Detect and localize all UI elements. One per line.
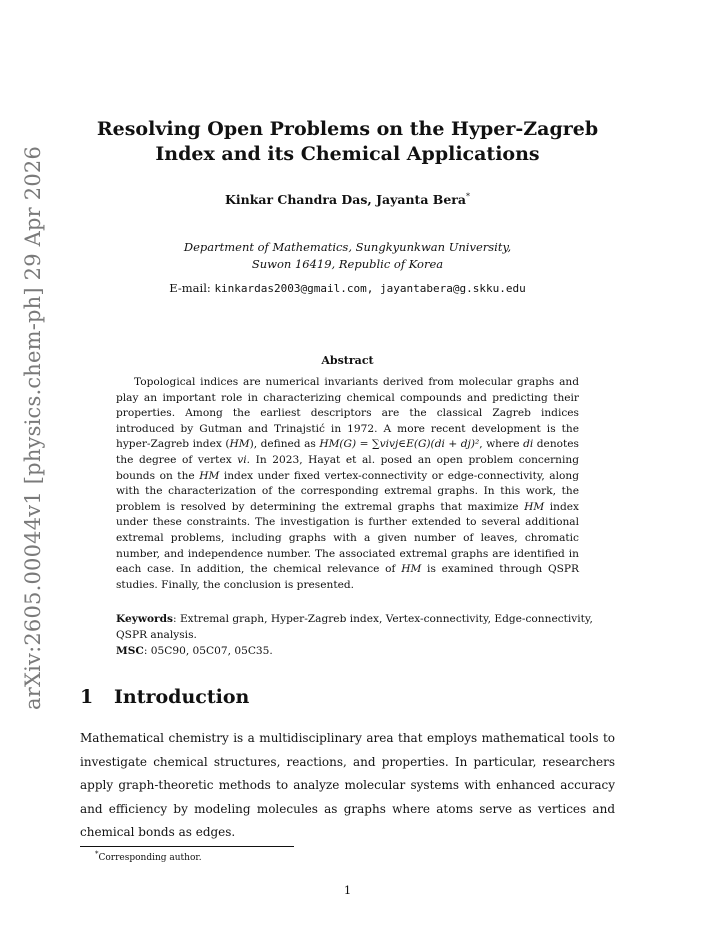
math-hm: HM [229,438,250,451]
arxiv-identifier-stamp: arXiv:2605.00044v1 [physics.chem-ph] 29 Apr 2026 [21,145,45,711]
section-title: Introduction [114,686,250,708]
title-line-2: Index and its Chemical Applications [155,143,540,165]
abstract-segment: . In 2023, Hayat et al. posed an open problem concerning bounds on the [116,453,579,482]
math-hm: HM [524,500,545,513]
math-di: di [523,438,534,451]
section-heading-introduction [80,686,249,708]
abstract-segment: denotes the degree of vertex [116,438,579,466]
footnote-divider [80,846,294,847]
affiliation [80,239,615,273]
math-vi: vi [237,453,247,466]
keywords-line [116,613,593,641]
math-hm: HM [401,563,422,576]
section-number: 1 [80,686,94,708]
footnote-mark: * [95,850,99,858]
msc-text: : 05C90, 05C07, 05C35. [143,645,273,658]
abstract-segment: ), defined as [249,438,320,451]
corresponding-author-mark: * [465,192,470,201]
title-line-1: Resolving Open Problems on the Hyper-Zagreb [96,118,599,140]
abstract-segment: index under these constraints. The investigation is further extended to several additional extremal problems, including graphs with a given number of leaves, chromatic number, and independence number. The associated extremal graphs are identified in each case. In addition, the chemical relevance of [116,500,579,576]
abstract-segment: Topological indices are numerical invariants derived from molecular graphs and play an important role in characterizing chemical compounds and predicting their properties. Among the earliest descriptors are the classical Zagreb indices introduced by Gutman and Trinajstić in 1972. A more recent development is the hyper-Zagreb index ( [116,376,579,451]
affiliation-line-1: Department of Mathematics, Sungkyunkwan University, [183,240,512,254]
keywords-text: : Extremal graph, Hyper-Zagreb index, Vertex-connectivity, Edge-connectivity, QSPR analysis. [116,613,593,641]
paper-title [80,117,615,167]
keywords-block [116,612,616,660]
email-line [80,281,615,295]
author-list [80,192,615,207]
abstract-heading: Abstract [321,354,374,367]
abstract-segment: is examined through QSPR studies. Finally, the conclusion is presented. [116,563,579,591]
page-number: 1 [343,883,352,897]
author-names: Kinkar Chandra Das, Jayanta Bera [225,192,466,208]
msc-line [116,644,616,660]
abstract-segment: , where [479,438,524,451]
introduction-paragraph: Mathematical chemistry is a multidisciplinary area that employs mathematical tools to investigate chemical structures, reactions, and properties. In particular, researchers apply graph-theoretic methods to analyze molecular systems with enhanced accuracy and efficiency by modeling molecules as graphs where atoms serve as vertices and chemical bonds as edges. [80,731,615,839]
math-hm: HM [199,469,220,482]
msc-label: MSC [116,645,144,658]
abstract-segment: index under fixed vertex-connectivity or edge-connectivity, along with the characterization of the corresponding extremal graphs. In this work, the problem is resolved by determining the extremal graphs that maximize [116,469,579,513]
math-formula: HM(G) = ∑vivj∈E(G)(di + dj)² [319,438,480,451]
email-label: E-mail: [169,281,211,295]
abstract-text [116,375,579,593]
footnote [95,850,202,863]
affiliation-line-2: Suwon 16419, Republic of Korea [251,257,444,271]
keywords-label: Keywords [116,613,174,625]
footnote-text: Corresponding author. [98,853,202,863]
email-addresses[interactable]: kinkardas2003@gmail.com, jayantabera@g.skku.edu [214,282,526,295]
